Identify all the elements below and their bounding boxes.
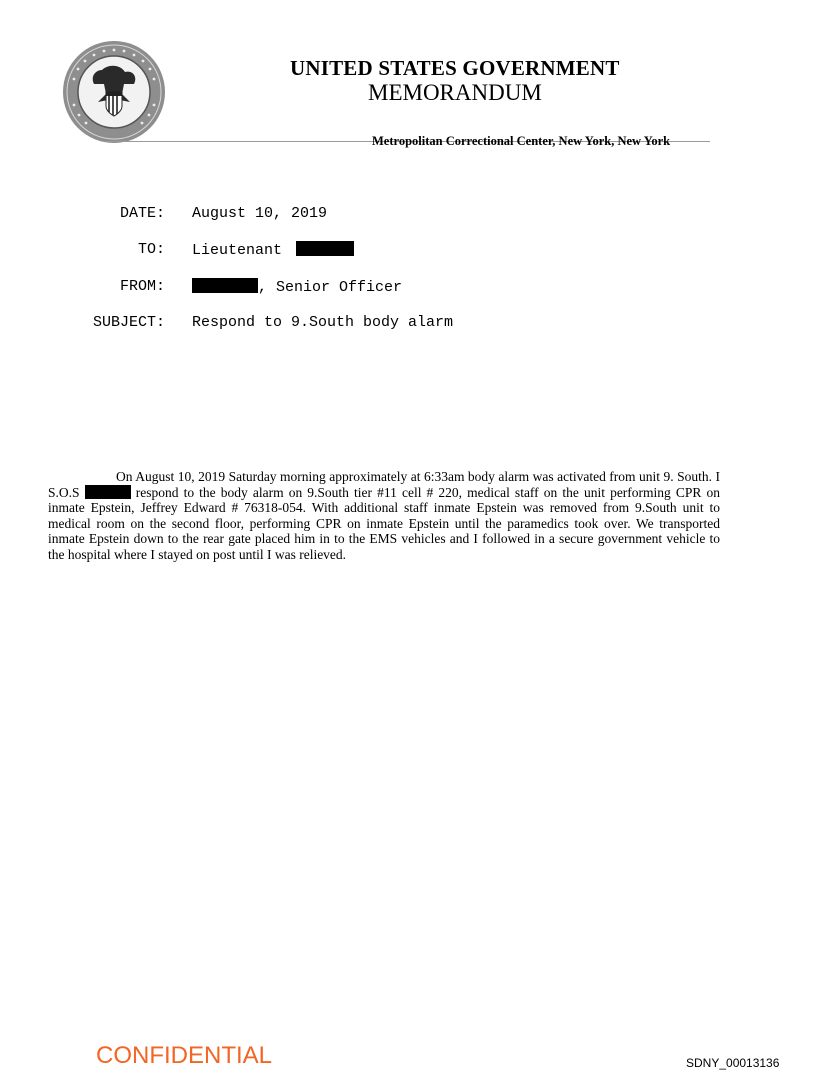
from-value: , Senior Officer	[258, 279, 403, 296]
date-value: August 10, 2019	[192, 205, 328, 222]
from-label: FROM:	[119, 278, 165, 295]
memo-body	[48, 469, 720, 563]
to-label: TO:	[137, 241, 165, 258]
letterhead-title: UNITED STATES GOVERNMENT	[290, 56, 620, 80]
to-field	[192, 241, 354, 259]
body-part-1: On August 10, 2019 Saturday morning approximately at 6:33am body alarm was activated from unit 9. South. I S.O.S	[48, 469, 720, 500]
bates-number: SDNY_00013136	[686, 1056, 780, 1070]
to-value: Lieutenant	[192, 242, 283, 259]
doj-seal-icon	[62, 40, 166, 144]
letterhead-subtitle: MEMORANDUM	[368, 80, 542, 105]
redaction-box	[192, 278, 258, 293]
redaction-box	[296, 241, 354, 256]
redaction-box	[85, 485, 131, 499]
institution-name: Metropolitan Correctional Center, New York, New York	[372, 134, 671, 148]
subject-value: Respond to 9.South body alarm	[192, 314, 454, 331]
body-part-2: respond to the body alarm on 9.South tier #11 cell # 220, medical staff on the unit performing CPR on inmate Epstein, Jeffrey Edward # 76318-054. With additional staff inmate Epstein was removed from 9.South unit to medical room on the second floor, performing CPR on inmate Epstein until the paramedics took over. We transported inmate Epstein down to the rear gate placed him in to the EMS vehicles and I followed in a secure government vehicle to the hospital where I stayed on post until I was relieved.	[48, 484, 721, 562]
subject-label: SUBJECT:	[92, 314, 165, 331]
date-label: DATE:	[119, 205, 165, 222]
from-field	[192, 278, 402, 296]
confidential-stamp: CONFIDENTIAL	[96, 1042, 273, 1069]
